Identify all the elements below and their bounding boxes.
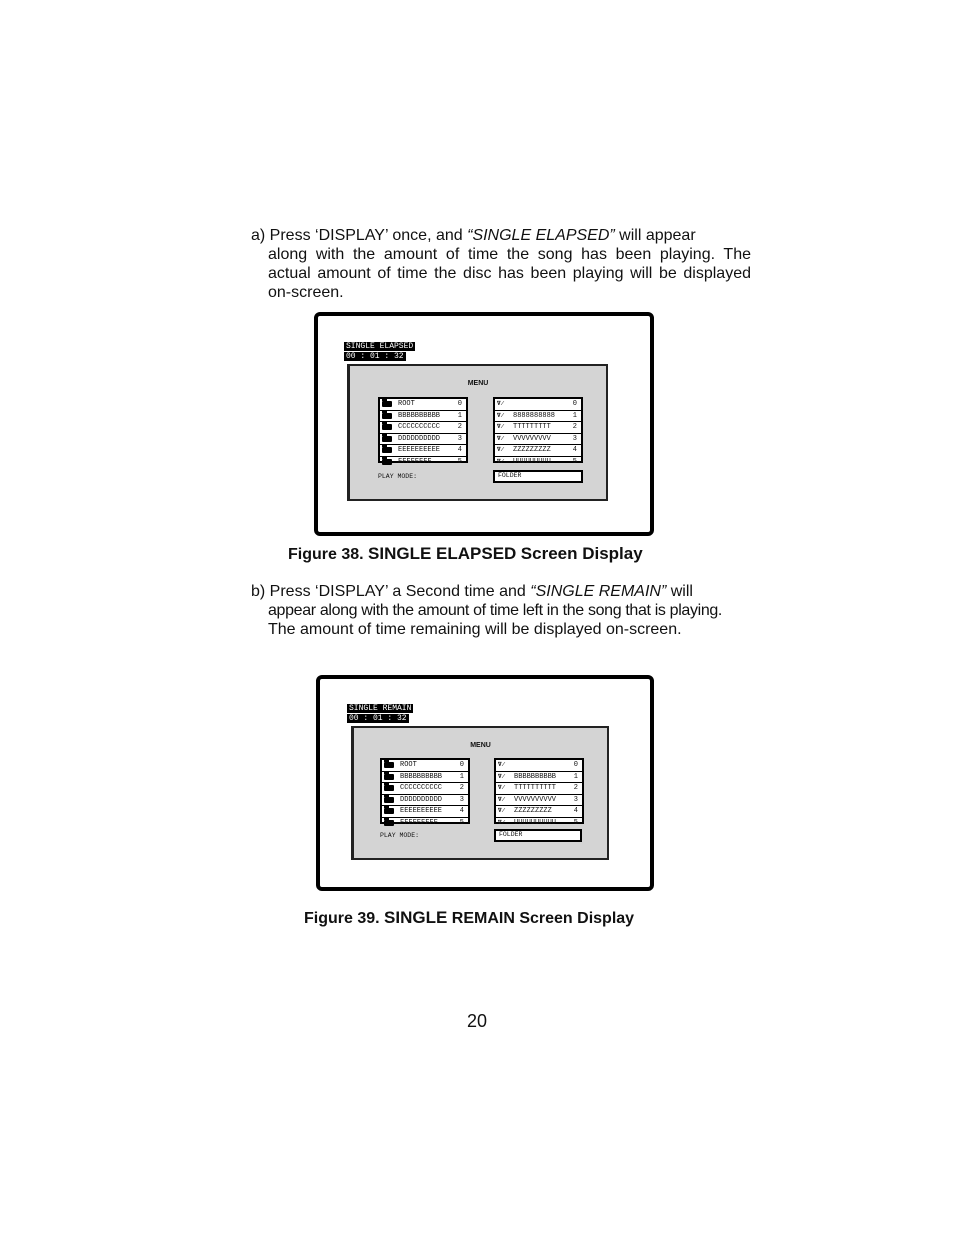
folder-name: FFFFFFFFF <box>400 818 438 827</box>
file-name: TTTTTTTTT <box>513 423 551 432</box>
figure-38-screen <box>314 312 654 536</box>
folder-icon <box>384 808 394 814</box>
file-name: BBBBBBBBBB <box>514 772 557 781</box>
file-row[interactable] <box>496 795 582 807</box>
menu-panel <box>347 364 608 501</box>
file-list <box>494 758 584 827</box>
folder-row[interactable] <box>382 806 468 818</box>
music-file-icon: ∇∕ <box>498 784 506 792</box>
file-number: 1 <box>572 411 577 420</box>
folder-number: 3 <box>457 434 462 443</box>
music-file-icon: ∇∕ <box>498 772 506 780</box>
folder-row[interactable] <box>382 783 468 795</box>
file-row[interactable] <box>495 434 581 446</box>
play-mode-field[interactable]: FOLDER <box>493 470 583 483</box>
para-a-emphasis: “SINGLE ELAPSED” <box>467 227 615 244</box>
music-file-icon: ∇∕ <box>498 818 506 826</box>
para-a-line-3: actual amount of time the disc has been playing will be displayed <box>268 265 751 282</box>
music-file-icon: ∇∕ <box>497 457 505 465</box>
para-a-line-1-end: will appear <box>614 227 696 244</box>
osd-mode-label: SINGLE ELAPSED <box>346 342 414 351</box>
para-b-line-1-start: b) Press ‘DISPLAY’ a Second time and <box>251 583 531 600</box>
file-number: 3 <box>573 795 578 804</box>
file-name: VVVVVVVVVV <box>514 795 557 804</box>
folder-row[interactable] <box>380 434 466 446</box>
folder-name: CCCCCCCCCC <box>400 784 443 793</box>
folder-list <box>380 758 470 827</box>
folder-name: EEEEEEEEEE <box>400 807 443 816</box>
folder-name: ROOT <box>398 400 415 408</box>
osd-time-label: 00 : 01 : 32 <box>346 352 404 361</box>
caption-mode-name: SINGLE ELAPSED <box>368 544 517 563</box>
folder-name: ROOT <box>400 761 417 769</box>
play-mode-field[interactable]: FOLDER <box>494 829 582 842</box>
folder-row[interactable] <box>380 422 466 434</box>
folder-row[interactable] <box>380 411 466 423</box>
file-name: ZZZZZZZZZ <box>514 807 552 816</box>
file-number: 0 <box>572 400 577 408</box>
caption-suffix: REMAIN Screen Display <box>451 910 635 927</box>
file-row[interactable] <box>495 399 581 411</box>
file-number: 2 <box>572 423 577 432</box>
folder-row[interactable] <box>382 772 468 784</box>
file-number: 5 <box>572 457 577 466</box>
caption-figure-number: Figure 38. <box>288 546 364 563</box>
file-row[interactable] <box>495 457 581 468</box>
para-b-line-1-end: will <box>666 583 693 600</box>
folder-number: 0 <box>459 761 464 769</box>
para-a-line-1-start: a) Press ‘DISPLAY’ once, and <box>251 227 468 244</box>
folder-icon <box>384 762 394 768</box>
file-name: UUUUUUUUU <box>513 457 551 466</box>
folder-icon <box>384 774 394 780</box>
folder-row[interactable] <box>382 818 468 829</box>
folder-row[interactable] <box>380 457 466 468</box>
folder-number: 2 <box>457 423 462 432</box>
file-list <box>493 397 583 466</box>
folder-icon <box>384 820 394 826</box>
folder-icon <box>384 797 394 803</box>
folder-number: 5 <box>457 457 462 466</box>
menu-panel <box>351 726 609 860</box>
music-file-icon: ∇∕ <box>498 795 506 803</box>
file-row[interactable] <box>495 422 581 434</box>
folder-name: BBBBBBBBBB <box>398 411 441 420</box>
para-a-line-4: on-screen. <box>268 284 344 301</box>
folder-name: FFFFFFFF <box>398 457 432 466</box>
folder-row[interactable] <box>380 399 466 411</box>
figure-38-caption <box>288 544 643 564</box>
folder-name: CCCCCCCCCC <box>398 423 441 432</box>
music-file-icon: ∇∕ <box>497 411 505 419</box>
file-name: ZZZZZZZZZ <box>513 446 551 455</box>
folder-icon <box>382 413 392 419</box>
figure-39-caption <box>304 908 634 928</box>
folder-number: 4 <box>457 446 462 455</box>
para-a-line-2: along with the amount of time the song has been playing. The <box>268 246 751 263</box>
folder-icon <box>382 424 392 430</box>
folder-number: 3 <box>459 795 464 804</box>
file-name: 8888888888 <box>513 411 556 420</box>
file-number: 2 <box>573 784 578 793</box>
folder-icon <box>382 401 392 407</box>
folder-icon <box>384 785 394 791</box>
file-number: 3 <box>572 434 577 443</box>
para-b-emphasis: “SINGLE REMAIN” <box>530 583 667 600</box>
music-file-icon: ∇∕ <box>498 807 506 815</box>
paragraph-b <box>251 582 751 639</box>
para-a-line-1 <box>251 226 751 245</box>
caption-mode-name: SINGLE <box>384 908 448 927</box>
folder-row[interactable] <box>380 445 466 457</box>
folder-number: 5 <box>459 818 464 827</box>
para-b-line-3: The amount of time remaining will be displayed on-screen. <box>268 621 682 638</box>
music-file-icon: ∇∕ <box>498 761 506 768</box>
caption-figure-number: Figure 39. <box>304 910 380 927</box>
folder-number: 2 <box>459 784 464 793</box>
file-row[interactable] <box>496 806 582 818</box>
folder-name: DDDDDDDDDD <box>400 795 443 804</box>
file-number: 0 <box>573 761 578 769</box>
figure-39-screen <box>316 675 654 891</box>
folder-icon <box>382 459 392 465</box>
para-b-line-2: appear along with the amount of time left in the song that is playing. <box>268 602 723 619</box>
osd-time-label: 00 : 01 : 32 <box>349 714 407 723</box>
folder-list <box>378 397 468 466</box>
music-file-icon: ∇∕ <box>497 446 505 454</box>
folder-number: 0 <box>457 400 462 408</box>
folder-name: DDDDDDDDDD <box>398 434 441 443</box>
page-number: 20 <box>466 1011 488 1031</box>
file-number: 1 <box>573 772 578 781</box>
file-row[interactable] <box>496 760 582 772</box>
folder-number: 4 <box>459 807 464 816</box>
menu-title: MENU <box>470 742 491 749</box>
music-file-icon: ∇∕ <box>497 423 505 431</box>
file-row[interactable] <box>496 783 582 795</box>
file-name: VVVVVVVVV <box>513 434 551 443</box>
osd-mode-label: SINGLE REMAIN <box>349 704 412 713</box>
music-file-icon: ∇∕ <box>497 434 505 442</box>
para-b-line-1 <box>251 582 751 601</box>
file-row[interactable] <box>495 411 581 423</box>
file-number: 4 <box>573 807 578 816</box>
file-name: UUUUUUUUUU <box>514 818 557 827</box>
menu-title: MENU <box>467 380 489 387</box>
folder-icon <box>382 447 392 453</box>
folder-number: 1 <box>459 772 464 781</box>
folder-row[interactable] <box>382 760 468 772</box>
file-row[interactable] <box>495 445 581 457</box>
file-row[interactable] <box>496 772 582 784</box>
folder-name: EEEEEEEEEE <box>398 446 441 455</box>
caption-suffix: Screen Display <box>520 544 643 563</box>
folder-number: 1 <box>457 411 462 420</box>
play-mode-label: PLAY MODE: <box>380 832 420 839</box>
folder-name: BBBBBBBBBB <box>400 772 443 781</box>
file-number: 5 <box>573 818 578 827</box>
music-file-icon: ∇∕ <box>497 400 505 407</box>
paragraph-a <box>251 226 751 302</box>
file-name: TTTTTTTTTT <box>514 784 557 793</box>
file-row[interactable] <box>496 818 582 829</box>
play-mode-label: PLAY MODE: <box>378 473 418 480</box>
folder-icon <box>382 436 392 442</box>
folder-row[interactable] <box>382 795 468 807</box>
file-number: 4 <box>572 446 577 455</box>
